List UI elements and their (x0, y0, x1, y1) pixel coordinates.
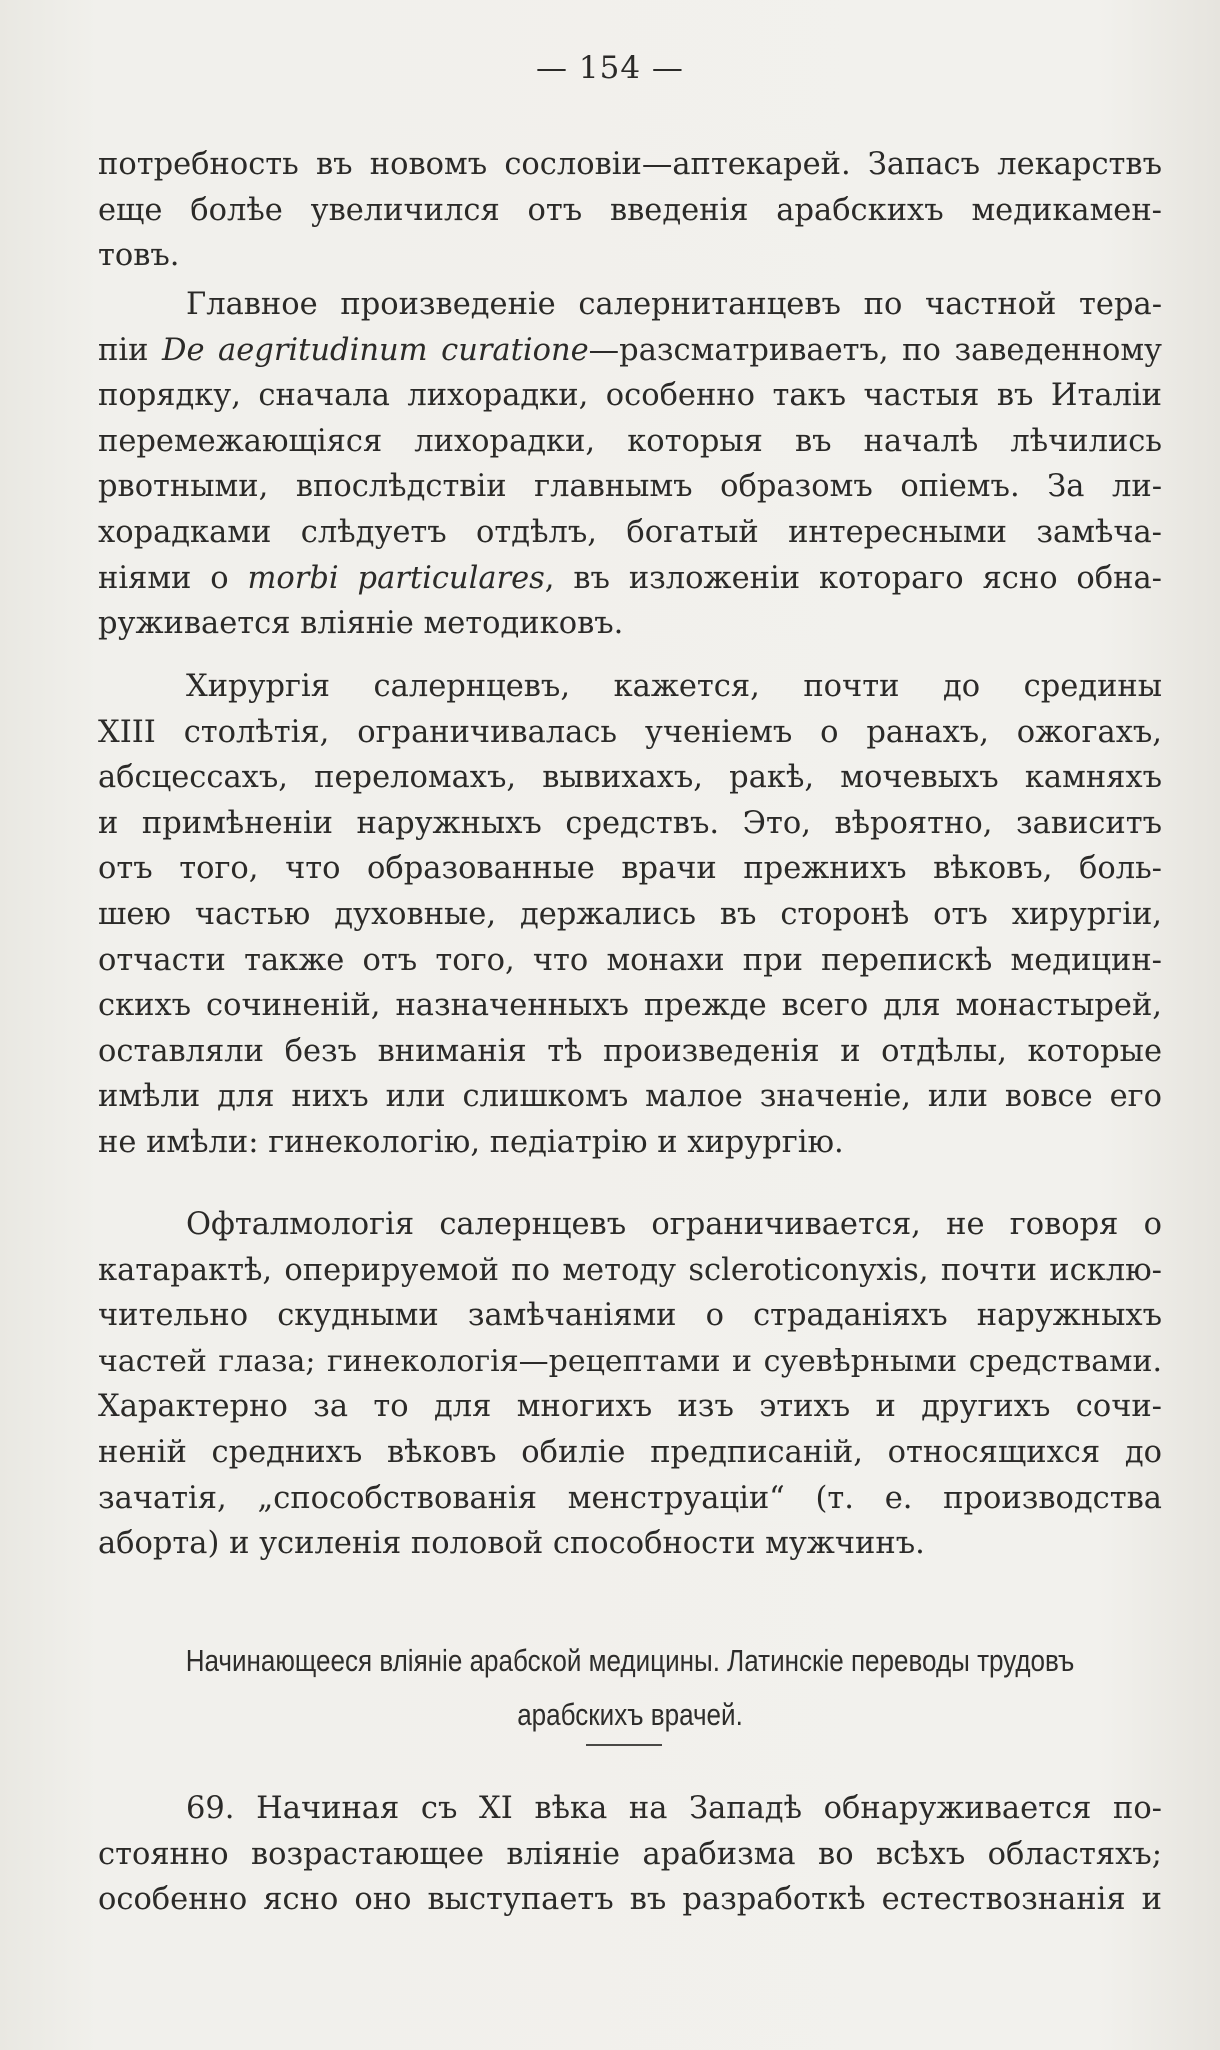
text-line: особенно ясно оно выступаетъ въ разработкѣ естествознанія и (98, 1882, 1162, 1918)
text-line (98, 328, 1162, 374)
text-line: шею частью духовные, держались въ сторонѣ отъ хирургіи, (98, 896, 1162, 932)
text-line: чительно скудными замѣчаніями о страданіяхъ наружныхъ (98, 1298, 1162, 1334)
text-line (98, 556, 1162, 602)
text-line: Хирургія салернцевъ, кажется, почти до средины (186, 669, 1162, 704)
text-run: піи (98, 332, 162, 368)
text-line: зачатія, „способствованія менструаціи“ (т. е. производства (98, 1480, 1162, 1516)
text-run: —разсматриваетъ, по заведенному (588, 332, 1162, 368)
paragraph-2 (98, 282, 1162, 647)
text-line: XIII столѣтія, ограничивалась ученіемъ о ранахъ, ожогахъ, (98, 714, 1162, 750)
text-line: частей глаза; гинекологія—рецептами и суевѣрными средствами. (98, 1343, 1162, 1379)
page-number: — 154 — (536, 50, 684, 86)
text-line: катарактѣ, оперируемой по методу scleroticonyxis, почти исклю- (98, 1252, 1162, 1288)
text-line: рвотными, впослѣдствіи главнымъ образомъ опіемъ. За ли- (98, 469, 1162, 505)
text-line: оставляли безъ вниманія тѣ произведенія и отдѣлы, которые (98, 1033, 1162, 1069)
text-line: неній среднихъ вѣковъ обиліе предписаній, относящихся до (98, 1434, 1162, 1470)
text-line: руживается вліяніе методиковъ. (98, 606, 624, 642)
text-line: отчасти также отъ того, что монахи при перепискѣ медицин- (98, 942, 1162, 978)
text-line: не имѣли: гинекологію, педіатрію и хирургію. (98, 1124, 844, 1160)
text-line: аборта) и усиленія половой способности мужчинъ. (98, 1526, 925, 1562)
section-heading-line: Начинающееся вліяніе арабской медицины. Латинскіе переводы трудовъ (185, 1643, 1075, 1678)
text-run: ніями о (98, 560, 248, 596)
text-line: товъ. (98, 238, 180, 274)
paragraph-5 (98, 1786, 1162, 1923)
paragraph-4 (98, 1202, 1162, 1567)
text-line: и примѣненіи наружныхъ средствъ. Это, вѣроятно, зависитъ (98, 805, 1162, 841)
text-line: порядку, сначала лихорадки, особенно такъ частыя въ Италіи (98, 378, 1162, 414)
text-line: Офталмологія салернцевъ ограничивается, не говоря о (186, 1207, 1162, 1242)
text-line: Характерно за то для многихъ изъ этихъ и другихъ сочи- (98, 1389, 1162, 1425)
text-line: абсцессахъ, переломахъ, вывихахъ, ракѣ, мочевыхъ камняхъ (98, 760, 1162, 796)
section-heading (176, 1634, 1083, 1742)
paragraph-3 (98, 664, 1162, 1166)
paragraph-1 (98, 142, 1162, 279)
text-line: хорадками слѣдуетъ отдѣлъ, богатый интересными замѣча- (98, 514, 1162, 550)
text-line: имѣли для нихъ или слишкомъ малое значеніе, или вовсе его (98, 1079, 1162, 1115)
text-line: отъ того, что образованные врачи прежнихъ вѣковъ, боль- (98, 851, 1162, 887)
italic-title: De aegritudinum curatione (161, 332, 589, 368)
text-line: перемежающіяся лихорадки, которыя въ началѣ лѣчились (98, 423, 1162, 459)
text-line: скихъ сочиненій, назначенныхъ прежде всего для монастырей, (98, 988, 1162, 1024)
italic-term: morbi particulares (247, 560, 545, 596)
text-line: Главное произведеніе салернитанцевъ по частной тера- (186, 287, 1162, 322)
text-line: еще болѣе увеличился отъ введенія арабскихъ медикамен- (98, 192, 1162, 228)
text-run: , въ изложеніи котораго ясно обна- (544, 560, 1162, 596)
text-line: потребность въ новомъ сословіи—аптекарей. Запасъ лекарствъ (98, 147, 1162, 182)
text-line: 69. Начиная съ XI вѣка на Западѣ обнаруживается по- (186, 1791, 1162, 1826)
section-divider (586, 1744, 662, 1746)
section-heading-line: арабскихъ врачей. (517, 1697, 743, 1732)
text-line: стоянно возрастающее вліяніе арабизма во всѣхъ областяхъ; (98, 1836, 1162, 1872)
